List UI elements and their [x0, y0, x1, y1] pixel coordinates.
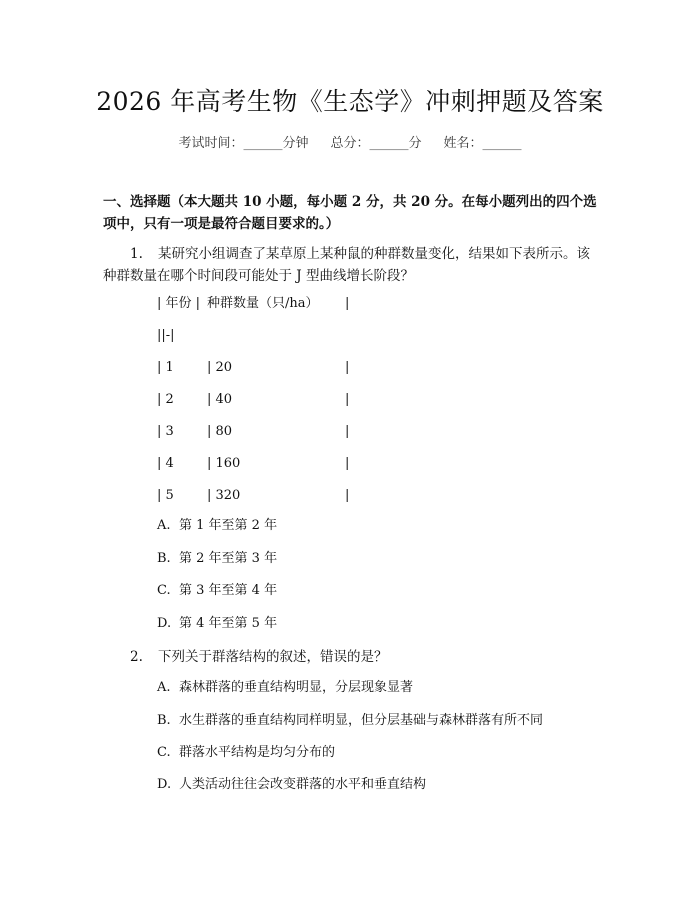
option-letter: B. — [157, 551, 171, 566]
option-letter: C. — [157, 745, 171, 760]
option-a[interactable] — [157, 678, 413, 698]
option-letter: A. — [157, 518, 171, 533]
option-d[interactable] — [157, 775, 426, 795]
table-cell: | 5 — [157, 488, 174, 503]
option-letter: A. — [157, 680, 171, 695]
exam-meta — [0, 132, 700, 151]
table-cell: | — [345, 392, 350, 407]
name-label: 姓名：______ — [443, 136, 522, 151]
option-c[interactable] — [157, 743, 335, 763]
table-cell: | 40 — [207, 392, 233, 407]
table-cell: | — [345, 488, 350, 503]
option-c[interactable] — [157, 581, 277, 601]
time-label: 考试时间：______分钟 — [178, 136, 309, 151]
table-separator: ||-| — [157, 328, 175, 343]
table-row — [157, 390, 349, 410]
table-cell: | 80 — [207, 424, 233, 439]
option-letter: D. — [157, 616, 172, 631]
option-text: 森林群落的垂直结构明显，分层现象显著 — [179, 680, 414, 695]
table-row — [157, 422, 349, 442]
option-text: 第 4 年至第 5 年 — [179, 616, 278, 631]
table-row — [157, 358, 349, 378]
option-text: 第 2 年至第 3 年 — [179, 551, 278, 566]
option-a[interactable] — [157, 516, 277, 536]
option-d[interactable] — [157, 614, 277, 634]
score-label: 总分：______分 — [330, 136, 422, 151]
question-number: 2. — [130, 649, 143, 665]
page-title: 2026 年高考生物《生态学》冲刺押题及答案 — [96, 87, 604, 116]
option-letter: B. — [157, 713, 171, 728]
table-cell: | 1 — [157, 360, 174, 375]
question-2 — [103, 646, 603, 668]
option-text: 人类活动往往会改变群落的水平和垂直结构 — [179, 777, 427, 792]
option-letter: C. — [157, 583, 171, 598]
table-header-cell: | — [345, 296, 350, 311]
table-row — [157, 454, 349, 474]
question-text: 下列关于群落结构的叙述，错误的是？ — [158, 649, 388, 665]
section-heading: 一、选择题（本大题共 10 小题，每小题 2 分，共 20 分。在每小题列出的四个选项中，只有一项是最符合题目要求的。） — [103, 194, 597, 232]
question-text: 某研究小组调查了某草原上某种鼠的种群数量变化，结果如下表所示。该种群数量在哪个时间段可能处于 J 型曲线增长阶段？ — [103, 246, 590, 284]
option-b[interactable] — [157, 549, 277, 569]
table-header-cell: 种群数量（只/ha） — [207, 296, 319, 311]
table-cell: | — [345, 424, 350, 439]
option-letter: D. — [157, 777, 172, 792]
table-header-row — [157, 294, 349, 314]
table-cell: | 320 — [207, 488, 241, 503]
question-number: 1. — [130, 246, 143, 262]
table-header-cell: | 年份 | — [157, 296, 201, 311]
table-cell: | 160 — [207, 456, 241, 471]
option-text: 第 3 年至第 4 年 — [179, 583, 278, 598]
table-cell: | — [345, 456, 350, 471]
option-text: 水生群落的垂直结构同样明显，但分层基础与森林群落有所不同 — [179, 713, 544, 728]
table-cell: | 3 — [157, 424, 174, 439]
table-cell: | 20 — [207, 360, 233, 375]
option-text: 群落水平结构是均匀分布的 — [179, 745, 336, 760]
table-separator-row — [157, 326, 175, 346]
table-row — [157, 486, 349, 506]
table-cell: | 4 — [157, 456, 174, 471]
table-cell: | — [345, 360, 350, 375]
question-1 — [103, 243, 603, 287]
option-b[interactable] — [157, 711, 543, 731]
option-text: 第 1 年至第 2 年 — [179, 518, 278, 533]
table-cell: | 2 — [157, 392, 174, 407]
